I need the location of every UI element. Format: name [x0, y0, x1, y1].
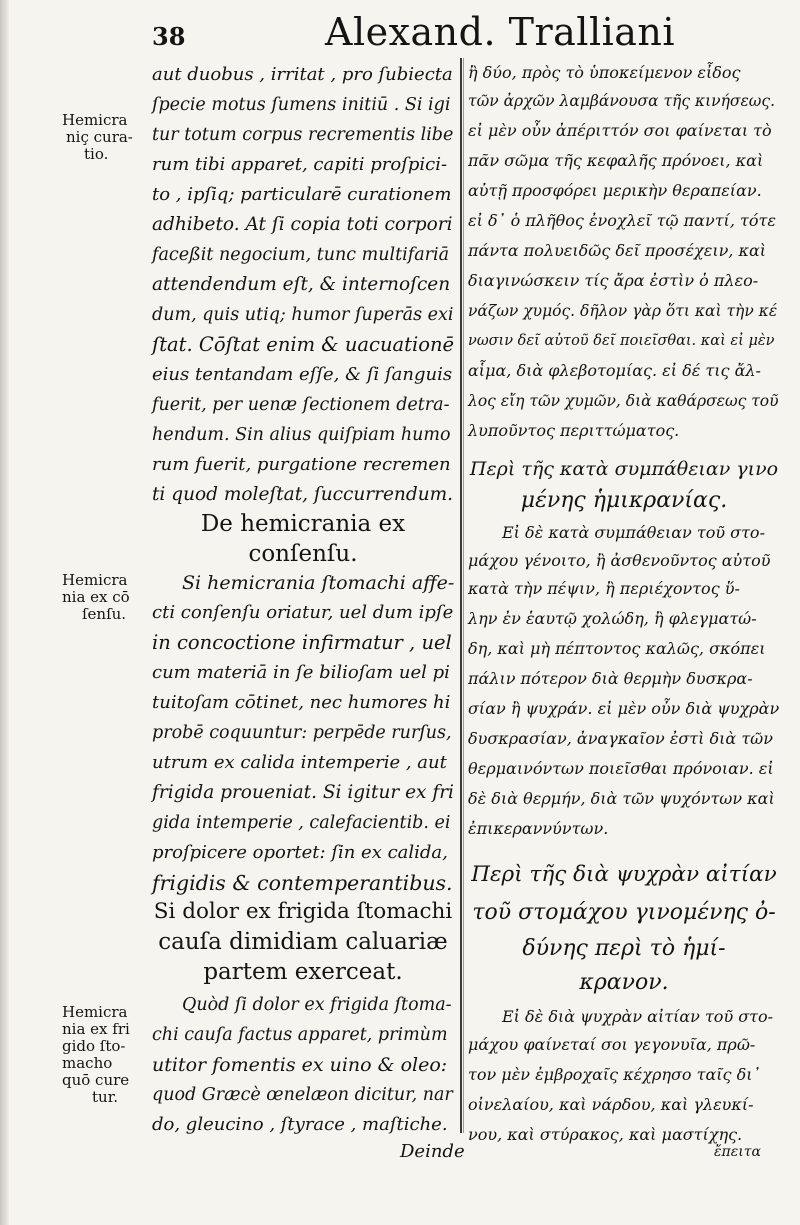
greek-line: πάλιν πότερον διὰ θερμὴν δυσκρα-	[468, 669, 753, 688]
greek-line: νάζων χυμός. δῆλον γὰρ ὅτι καὶ τὴν κέ	[468, 302, 778, 320]
greek-line: τον μὲν ἐμβροχαῖς κέχρησο ταῖς δι᾽	[468, 1065, 761, 1084]
greek-section-heading: Περὶ τῆς κατὰ συμπάθειαν γινο	[469, 458, 779, 480]
greek-line: δὲ διὰ θερμήν, διὰ τῶν ψυχόντων καὶ	[468, 789, 775, 808]
greek-line: αἷμα, διὰ φλεβοτομίας. εἰ δέ τις ἄλ-	[468, 361, 761, 380]
greek-line: αὐτῇ προσφόρει μερικὴν θεραπείαν.	[468, 181, 762, 200]
greek-line: ἢ δύο, πρὸς τὸ ὑποκείμενον εἶδος	[468, 63, 741, 82]
margin-note	[62, 572, 152, 623]
latin-line: chi cauſa factus apparet, primùm	[152, 1025, 448, 1045]
running-title: Alexand. Tralliani	[325, 10, 676, 54]
latin-line: ti quod moleſtat, ſuccurrendum.	[152, 484, 454, 505]
margin-note	[62, 112, 152, 163]
section-heading: partem exerceat.	[203, 959, 403, 985]
latin-line: rum fuerit, purgatione recremen	[152, 454, 451, 475]
latin-line: Quòd ſi dolor ex frigida ſtoma-	[182, 995, 452, 1015]
latin-line: gida intemperie , calefacientib. ei	[152, 813, 451, 833]
greek-line: νωσιν δεῖ αὐτοῦ δεῖ ποιεῖσθαι. καὶ εἰ μὲν	[468, 333, 775, 349]
latin-line: aut duobus , irritat , pro ſubiecta	[152, 64, 453, 85]
greek-line: λυποῦντος περιττώματος.	[468, 421, 680, 440]
margin-note-line: Hemicra	[62, 571, 128, 589]
greek-line: λος εἴη τῶν χυμῶν, διὰ καθάρσεως τοῦ	[468, 392, 779, 410]
page-binding-shadow	[0, 0, 9, 1225]
latin-line: probē coquuntur: perpēde rurſus,	[152, 723, 452, 743]
greek-line: κατὰ τὴν πέψιν, ἢ περιέχοντος ὕ-	[468, 579, 740, 598]
greek-line: μάχου γένοιτο, ἢ ἀσθενοῦντος αὐτοῦ	[468, 551, 771, 570]
latin-line: cum materiā in ſe bilioſam uel pi	[152, 662, 450, 683]
greek-section-heading: μένης ἡμικρανίας.	[520, 488, 728, 513]
greek-line: δη, καὶ μὴ πέπτοντος καλῶς, σκόπει	[468, 639, 766, 658]
column-divider-thin	[463, 58, 464, 1133]
latin-line: eius tentandam eſſe, & ſi ſanguis	[152, 364, 453, 385]
latin-line: ſpecie motus ſumens initiū . Si igi	[152, 95, 451, 115]
section-heading: cauſa dimidiam caluariæ	[158, 929, 448, 955]
greek-line: τῶν ἀρχῶν λαμβάνουσα τῆς κινήσεως.	[468, 92, 776, 110]
latin-line: to , ipſiq; particularē curationem	[152, 184, 452, 205]
latin-line: fuerit, per uenæ ſectionem detra-	[152, 395, 450, 415]
section-heading: conſenſu.	[248, 541, 358, 567]
greek-line: οἰνελαίου, καὶ νάρδου, καὶ γλευκί-	[468, 1095, 754, 1114]
greek-line: λην ἐν ἑαυτῷ χολώδη, ἢ φλεγματώ-	[468, 609, 757, 628]
latin-line: adhibeto. At ſi copia toti corpori	[152, 214, 453, 235]
greek-section-heading: Περὶ τῆς διὰ ψυχρὰν αἰτίαν	[471, 862, 777, 887]
margin-note-line: tio.	[84, 145, 109, 163]
greek-section-heading: δύνης περὶ τὸ ἡμί-	[522, 936, 726, 961]
latin-line: faceßit negocium, tunc multifariā	[152, 245, 450, 265]
greek-catchword: ἔπειτα	[714, 1144, 761, 1160]
margin-note-line: Hemicra	[62, 111, 128, 129]
greek-section-heading: κρανον.	[579, 970, 669, 995]
latin-line: Si hemicrania ſtomachi affe-	[182, 572, 455, 594]
latin-line: quod Græcè œnelæon dicitur, nar	[152, 1085, 453, 1105]
margin-note-line: gido ſto-	[62, 1037, 126, 1055]
margin-note-line: tur.	[92, 1088, 118, 1106]
greek-line: πάντα πολυειδῶς δεῖ προσέχειν, καὶ	[468, 241, 767, 260]
greek-line: πᾶν σῶμα τῆς κεφαλῆς πρόνοει, καὶ	[468, 151, 764, 170]
greek-line: διαγινώσκειν τίς ἄρα ἐστὶν ὁ πλεο-	[468, 271, 759, 290]
greek-line: νου, καὶ στύρακος, καὶ μαστίχης.	[468, 1125, 743, 1144]
page-header	[0, 8, 800, 56]
latin-line: frigidis & contemperantibus.	[152, 871, 453, 895]
latin-line: dum, quis utiq; humor ſuperās exi	[152, 305, 454, 325]
section-heading: De hemicrania ex	[200, 511, 406, 537]
greek-line: σίαν ἢ ψυχράν. εἰ μὲν οὖν διὰ ψυχρὰν	[468, 699, 780, 718]
column-divider	[460, 58, 462, 1133]
margin-note-line: macho	[62, 1054, 113, 1072]
latin-line: proſpicere oportet: ſin ex calida,	[152, 842, 448, 863]
greek-line: δυσκρασίαν, ἀναγκαῖον ἐστὶ διὰ τῶν	[468, 729, 773, 748]
latin-catchword: Deinde	[400, 1141, 465, 1162]
margin-note-line: nia ex fri	[62, 1020, 130, 1038]
latin-line: ſtat. Cōſtat enim & uacuationē	[152, 333, 455, 356]
latin-line: tuitoſam cōtinet, nec humores hi	[152, 692, 451, 713]
greek-line: μάχου φαίνεταί σοι γεγονυῖα, πρῶ-	[468, 1035, 756, 1054]
page-number: 38	[152, 22, 186, 51]
latin-line: frigida proueniat. Si igitur ex fri	[152, 782, 454, 803]
greek-line: θερμαινόντων ποιεῖσθαι πρόνοιαν. εἰ	[468, 759, 774, 778]
greek-line: εἰ μὲν οὖν ἀπέριττόν σοι φαίνεται τὸ	[468, 121, 772, 140]
latin-line: utitor fomentis ex uino & oleo:	[152, 1054, 448, 1076]
margin-note-line: niç cura-	[66, 128, 133, 146]
margin-note-line: quō cure	[62, 1071, 130, 1089]
latin-line: in concoctione infirmatur , uel	[152, 631, 452, 654]
greek-line: εἰ δ᾽ ὁ πλῆθος ἐνοχλεῖ τῷ παντί, τότε	[468, 211, 776, 230]
greek-section-heading: τοῦ στομάχου γινομένης ὀ-	[472, 900, 776, 925]
greek-line: Εἰ δὲ διὰ ψυχρὰν αἰτίαν τοῦ στο-	[502, 1007, 774, 1026]
greek-line: Εἰ δὲ κατὰ συμπάθειαν τοῦ στο-	[502, 523, 765, 542]
latin-line: hendum. Sin alius quiſpiam humo	[152, 425, 451, 445]
greek-line: ἐπικεραννύντων.	[468, 819, 609, 838]
section-heading: Si dolor ex frigida ſtomachi	[153, 899, 453, 924]
latin-line: cti conſenſu oriatur, uel dum ipſe	[152, 602, 454, 623]
latin-line: do, gleucino , ſtyrace , maſtiche.	[152, 1114, 448, 1135]
margin-note-line: ſenſu.	[82, 605, 127, 623]
latin-line: utrum ex calida intemperie , aut	[152, 752, 447, 773]
margin-note	[62, 1004, 152, 1106]
latin-line: rum tibi apparet, capiti proſpici-	[152, 154, 448, 175]
latin-line: attendendum eſt, & internoſcen	[152, 274, 451, 295]
margin-note-line: nia ex cō	[62, 588, 130, 606]
latin-line: tur totum corpus recrementis libe	[152, 125, 454, 145]
margin-note-line: Hemicra	[62, 1003, 128, 1021]
